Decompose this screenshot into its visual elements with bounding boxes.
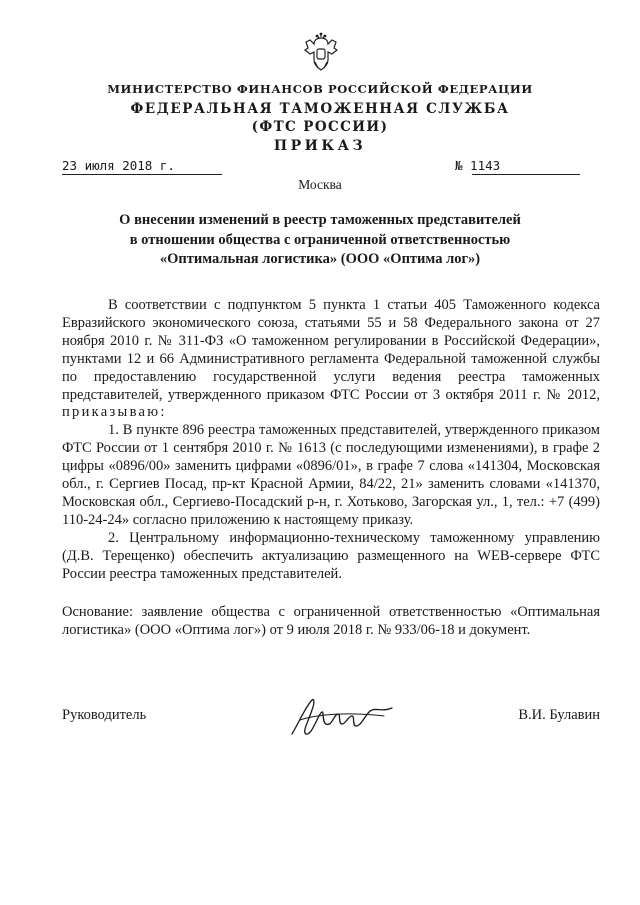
- order-body: [62, 297, 600, 584]
- russian-coat-of-arms-icon: [302, 32, 340, 72]
- preamble-paragraph: [62, 297, 600, 422]
- basis-text: Основание: заявление общества с ограниченной ответственностью «Оптимальная логистика» (ООО «Оптима лог») от 9 июля 2018 г. № 933/06-18 и документ.: [62, 604, 600, 638]
- document-type: ПРИКАЗ: [273, 138, 367, 154]
- order-word: приказываю:: [62, 404, 167, 421]
- city: Москва: [298, 177, 342, 192]
- title-line-1: О внесении изменений в реестр таможенных представителей: [119, 212, 521, 228]
- order-number: № 1143: [455, 158, 501, 173]
- basis-section: [62, 604, 600, 640]
- item-1-paragraph: 1. В пункте 896 реестра таможенных представителей, утвержденного приказом ФТС России от 1 сентября 2010 г. № 1613 (с последующими изменениями), в графе 2 цифры «0896/00» заменить цифрами «0896/01», в графе 7 слова «141304, Московская обл., г. Сергиев Посад, пр-кт Красной Армии, 84/22, 21» заменить словами «141370, Московская обл., Сергиево-Посадский р-н, г. Хотьково, Загорская ул., 1, тел.: +7 (499) 110-24-24» согласно приложению к настоящему приказу.: [62, 422, 600, 528]
- number-underline: [472, 174, 580, 175]
- ministry-name: МИНИСТЕРСТВО ФИНАНСОВ РОССИЙСКОЙ ФЕДЕРАЦИИ: [107, 82, 533, 96]
- signer-name: В.И. Булавин: [518, 707, 600, 723]
- title-line-3: «Оптимальная логистика» (ООО «Оптима лог»): [159, 251, 481, 267]
- service-short-name: (ФТС РОССИИ): [251, 119, 389, 135]
- signer-role: Руководитель: [62, 707, 147, 723]
- service-name: ФЕДЕРАЛЬНАЯ ТАМОЖЕННАЯ СЛУЖБА: [130, 101, 510, 117]
- order-title: [60, 211, 580, 270]
- handwritten-signature: [288, 694, 398, 744]
- order-date: 23 июля 2018 г.: [62, 158, 175, 173]
- title-line-2: в отношении общества с ограниченной ответственностью: [129, 231, 511, 248]
- item-2-paragraph: 2. Центральному информационно-техническому таможенному управлению (Д.В. Терещенко) обеспечить актуализацию размещенного на WEB-сервере ФТС России реестра таможенных представителей.: [62, 529, 600, 582]
- date-underline: [62, 174, 222, 175]
- preamble-text: В соответствии с подпунктом 5 пункта 1 статьи 405 Таможенного кодекса Евразийского экономического союза, статьями 55 и 58 Федерального закона от 27 ноября 2010 г. № 311-ФЗ «О таможенном регулировании в Российской Федерации», пунктами 12 и 66 Административного регламента Федеральной таможенной службы по предоставлению государственной услуги ведения реестра таможенных представителей, утвержденного приказом ФТС России от 3 октября 2011 г. № 2012,: [62, 297, 600, 403]
